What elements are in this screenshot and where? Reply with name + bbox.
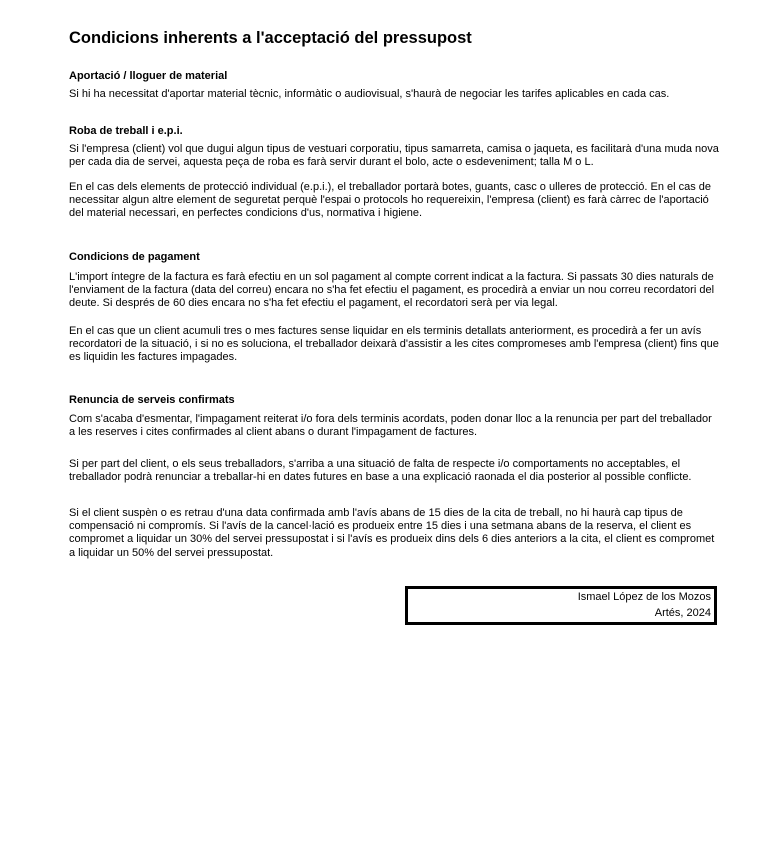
- section-heading-pagament: Condicions de pagament: [69, 251, 200, 263]
- section-paragraph: En el cas dels elements de protecció individual (e.p.i.), el treballador portarà botes, guants, casc o ulleres de protecció. En el cas de necessitar algun altre element de seguretat perquè l'espai o protocols ho requereixin, l'empresa (client) es farà càrrec de l'aportació del material necessari, en perfectes condicions d'us, normativa i higiene.: [69, 181, 712, 220]
- signature-name: Ismael López de los Mozos: [577, 591, 711, 603]
- section-heading-renuncia: Renuncia de serveis confirmats: [69, 394, 235, 406]
- document-title: Condicions inherents a l'acceptació del pressupost: [69, 29, 472, 47]
- section-paragraph: L'import íntegre de la factura es farà efectiu en un sol pagament al compte corrent indicat a la factura. Si passats 30 dies naturals de l'enviament de la factura (data del correu) encara no s'ha fet efectiu el pagament, es procedirà a enviar un nou correu recordatori del deute. Si després de 60 dies encara no s'ha fet efectiu el pagament, el recordatori serà per via legal.: [69, 271, 715, 310]
- signature-box: [405, 586, 717, 625]
- signature-place-year: Artés, 2024: [654, 607, 711, 619]
- section-paragraph: En el cas que un client acumuli tres o mes factures sense liquidar en els terminis detallats anteriorment, es procedirà a fer un avís recordatori de la situació, i si no es soluciona, el treballador deixarà d'assistir a les cites compromeses amb l'empresa (client) fins que es liquidin les factures impagades.: [69, 325, 719, 364]
- section-paragraph: Si el client suspèn o es retrau d'una data confirmada amb l'avís abans de 15 dies de la cita de treball, no hi haurà cap tipus de compensació ni compromís. Si l'avís de la cancel·lació es produeix entre 15 dies i una setmana abans de la reserva, el client es compromet a liquidar un 30% del servei pressupostat i si l'avís es produeix dins dels 6 dies anteriors a la cita, el client es compromet a liquidar un 50% del servei pressupostat.: [69, 507, 715, 559]
- section-paragraph: Com s'acaba d'esmentar, l'impagament reiterat i/o fora dels terminis acordats, poden donar lloc a la renuncia per part del treballador a les reserves i cites confirmades al client abans o durant l'impagament de factures.: [69, 413, 712, 439]
- section-paragraph: Si hi ha necessitat d'aportar material tècnic, informàtic o audiovisual, s'haurà de negociar les tarifes aplicables en cada cas.: [69, 88, 670, 100]
- section-paragraph: Si per part del client, o els seus treballadors, s'arriba a una situació de falta de respecte i/o comportaments no acceptables, el treballador podrà renunciar a treballar-hi en dates futures en base a una explicació raonada el dia posterior al possible conflicte.: [69, 458, 692, 484]
- section-heading-material: Aportació / lloguer de material: [69, 70, 228, 82]
- section-paragraph: Si l'empresa (client) vol que dugui algun tipus de vestuari corporatiu, tipus samarreta, camisa o jaqueta, es facilitarà d'una muda nova per cada dia de servei, aquesta peça de roba es farà servir durant el bolo, acte o esdeveniment; talla M o L.: [69, 143, 719, 169]
- section-heading-roba: Roba de treball i e.p.i.: [69, 125, 183, 137]
